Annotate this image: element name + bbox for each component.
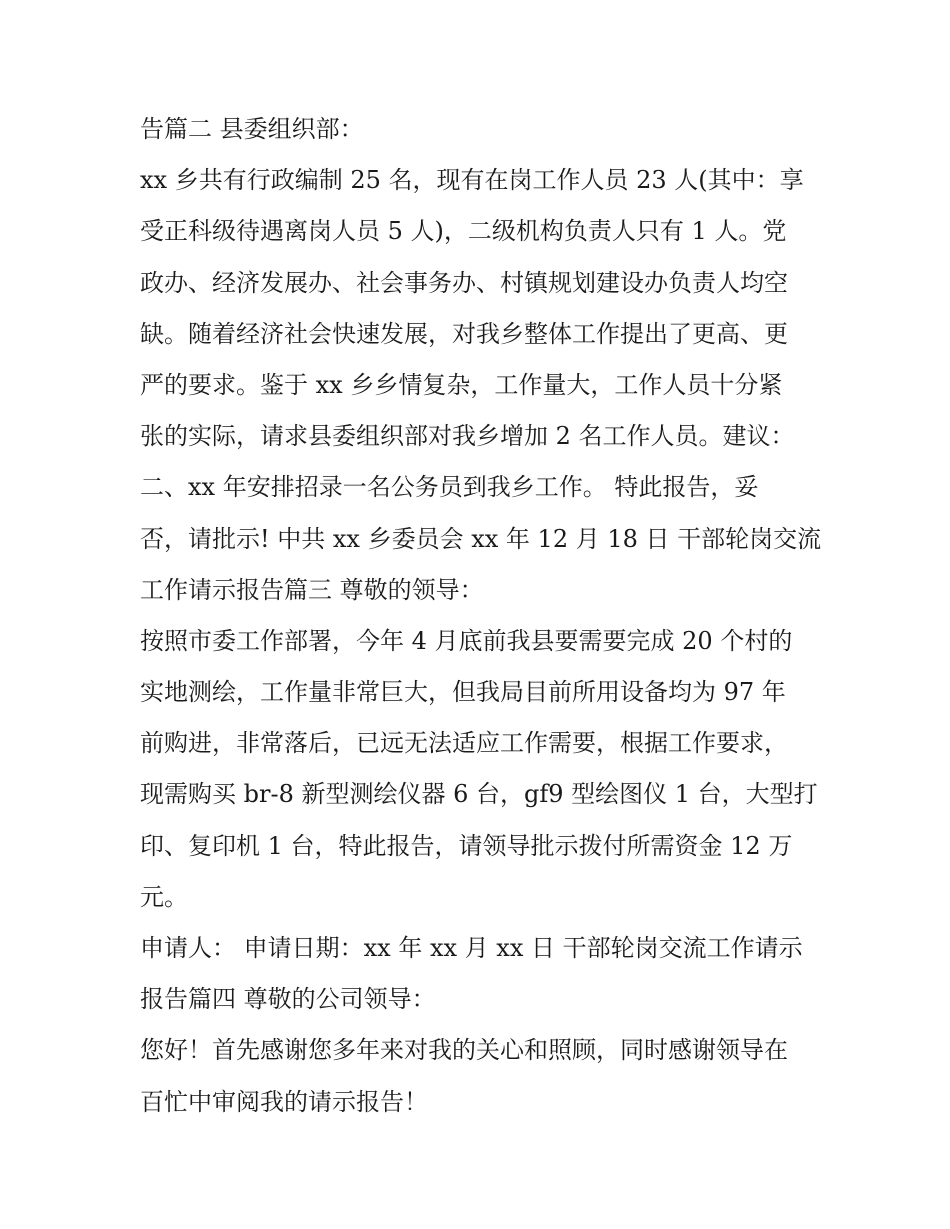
text-line: 您好！首先感谢您多年来对我的关心和照顾，同时感谢领导在 [140,1036,788,1065]
text-line: 张的实际，请求县委组织部对我乡增加 2 名工作人员。建议： [140,422,795,451]
text-line: 否，请批示! 中共 xx 乡委员会 xx 年 12 月 18 日 干部轮岗交流 [140,524,822,553]
text-line: 严的要求。鉴于 xx 乡乡情复杂，工作量大，工作人员十分紧 [140,370,783,399]
text-line: 元。 [140,882,188,911]
text-line: 申请人： 申请日期：xx 年 xx 月 xx 日 干部轮岗交流工作请示 [140,934,803,962]
text-line: 工作请示报告篇三 尊敬的领导： [140,575,484,604]
text-line: 受正科级待遇离岗人员 5 人)，二级机构负责人只有 1 人。党 [140,217,787,246]
text-line: xx 乡共有行政编制 25 名，现有在岗工作人员 23 人(其中：享 [140,166,804,195]
text-line: 印、复印机 1 台，特此报告，请领导批示拨付所需资金 12 万 [140,831,793,860]
text-line: 告篇二 县委组织部： [140,115,364,143]
document-body [140,104,830,1128]
text-line: 前购进，非常落后，已远无法适应工作需要，根据工作要求， [140,729,788,758]
text-line: 现需购买 br-8 新型测绘仪器 6 台，gf9 型绘图仪 1 台，大型打 [140,780,818,809]
text-line: 实地测绘，工作量非常巨大，但我局目前所用设备均为 97 年 [140,678,786,707]
text-line: 政办、经济发展办、社会事务办、村镇规划建设办负责人均空 [140,268,788,297]
text-line: 二、xx 年安排招录一名公务员到我乡工作。 特此报告，妥 [140,473,759,502]
text-line: 百忙中审阅我的请示报告！ [140,1087,428,1116]
text-line: 报告篇四 尊敬的公司领导： [140,985,436,1014]
text-line: 按照市委工作部署，今年 4 月底前我县要需要完成 20 个村的 [140,626,793,655]
text-line: 缺。随着经济社会快速发展，对我乡整体工作提出了更高、更 [140,319,788,348]
